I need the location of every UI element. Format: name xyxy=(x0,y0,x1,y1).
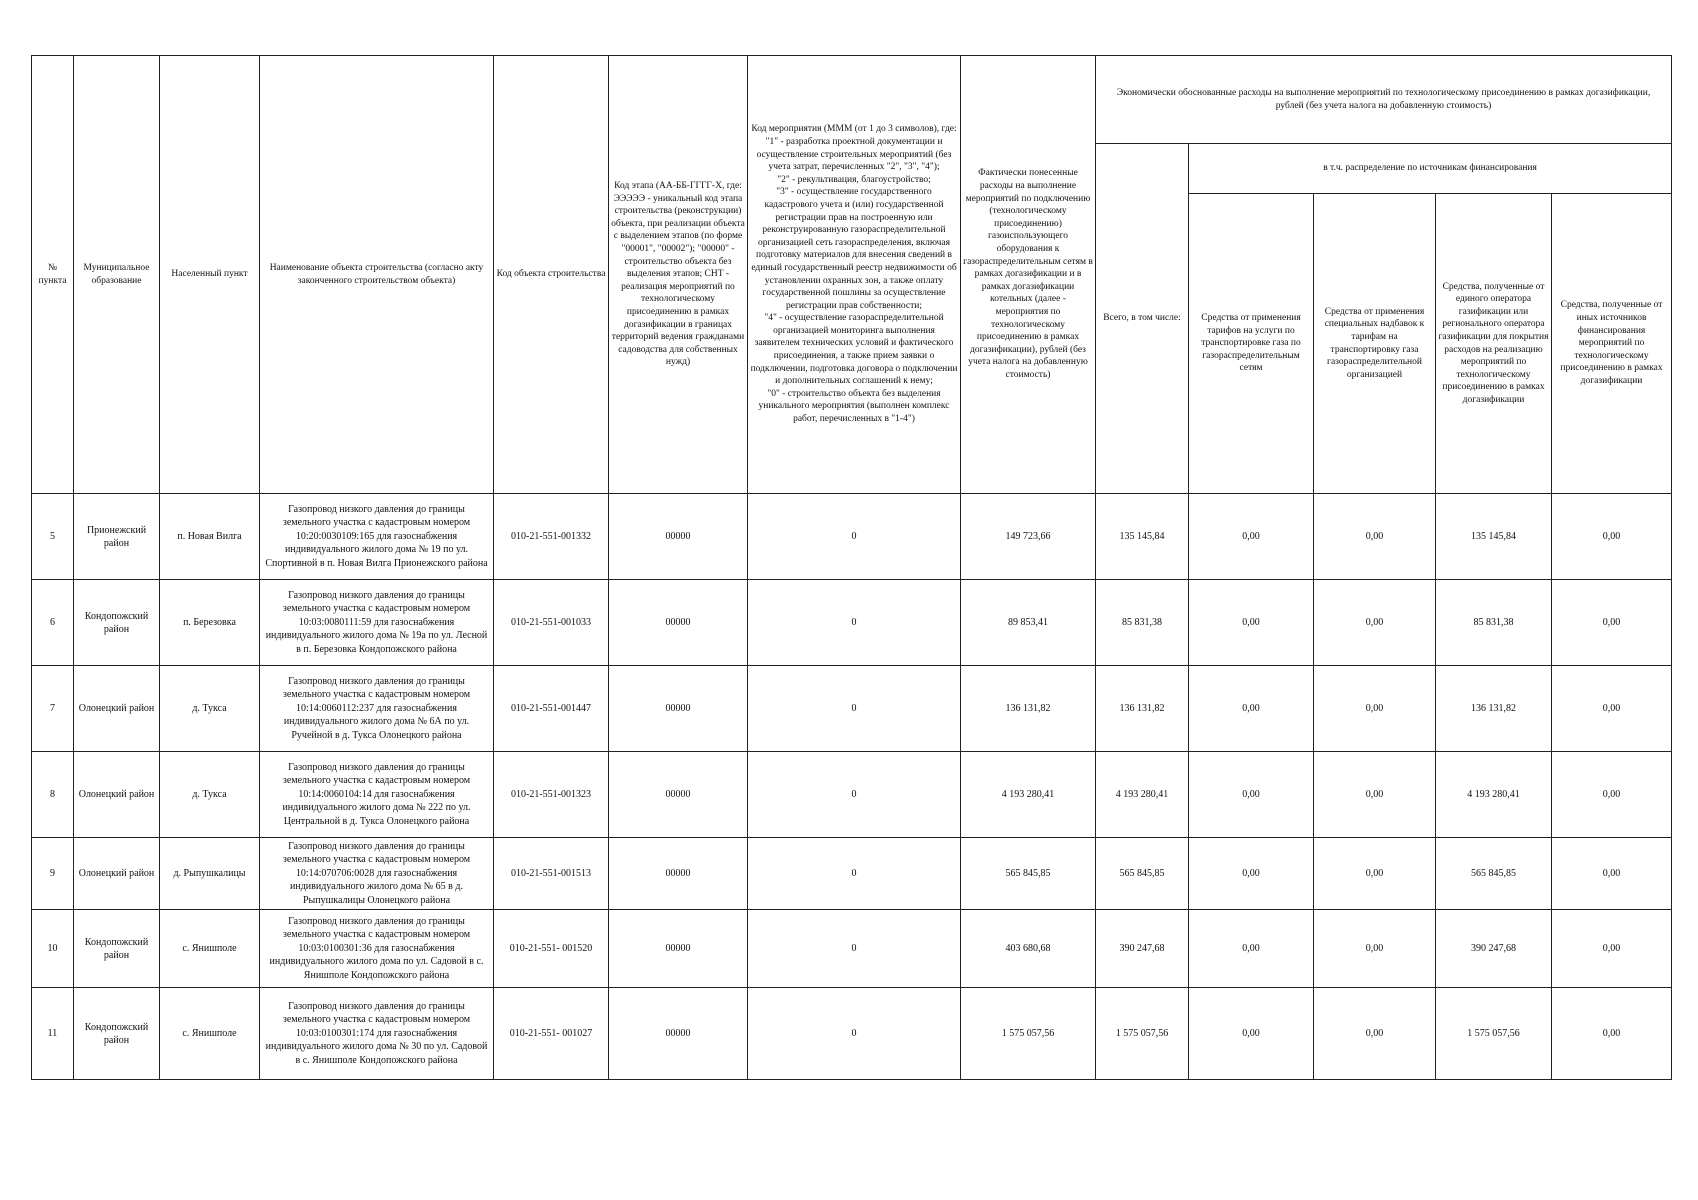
cell-object-code: 010-21-551-001513 xyxy=(494,838,609,910)
cell-num: 9 xyxy=(32,838,74,910)
table-row xyxy=(32,580,1672,666)
header-econ-justified: Экономически обоснованные расходы на выполнение мероприятий по технологическому присоединению в рамках догазификации, рублей (без учета налога на добавленную стоимость) xyxy=(1096,56,1672,144)
cell-object-name: Газопровод низкого давления до границы земельного участка с кадастровым номером 10:14:070706:0028 для газоснабжения индивидуального жилого дома № 65 в д. Рыпушкалицы Олонецкого района xyxy=(260,838,494,910)
cell-num: 11 xyxy=(32,988,74,1080)
cell-src-surcharges: 0,00 xyxy=(1314,580,1436,666)
cell-src-tariffs: 0,00 xyxy=(1189,752,1314,838)
cell-settlement: с. Янишполе xyxy=(160,910,260,988)
cell-municipality: Кондопожский район xyxy=(74,580,160,666)
cell-actual-costs: 149 723,66 xyxy=(961,494,1096,580)
cell-src-other: 0,00 xyxy=(1552,752,1672,838)
cell-src-operator: 4 193 280,41 xyxy=(1436,752,1552,838)
cell-src-other: 0,00 xyxy=(1552,494,1672,580)
cell-municipality: Олонецкий район xyxy=(74,666,160,752)
cell-src-operator: 136 131,82 xyxy=(1436,666,1552,752)
table-row xyxy=(32,838,1672,910)
cell-object-name: Газопровод низкого давления до границы земельного участка с кадастровым номером 10:14:0060104:14 для газоснабжения индивидуального жилого дома № 222 по ул. Центральной в д. Тукса Олонецкого района xyxy=(260,752,494,838)
cell-num: 5 xyxy=(32,494,74,580)
cell-actual-costs: 1 575 057,56 xyxy=(961,988,1096,1080)
table-body xyxy=(32,494,1672,1080)
cell-src-operator: 390 247,68 xyxy=(1436,910,1552,988)
cell-event-code: 0 xyxy=(748,666,961,752)
cell-object-code: 010-21-551-001323 xyxy=(494,752,609,838)
cell-src-tariffs: 0,00 xyxy=(1189,910,1314,988)
cell-total: 4 193 280,41 xyxy=(1096,752,1189,838)
header-src-surcharges: Средства от применения специальных надбавок к тарифам на транспортировку газа газораспределительной организацией xyxy=(1314,194,1436,494)
header-num: № пункта xyxy=(32,56,74,494)
table-row xyxy=(32,752,1672,838)
cell-actual-costs: 136 131,82 xyxy=(961,666,1096,752)
header-total: Всего, в том числе: xyxy=(1096,144,1189,494)
cell-stage-code: 00000 xyxy=(609,580,748,666)
header-settlement: Населенный пункт xyxy=(160,56,260,494)
cell-settlement: п. Новая Вилга xyxy=(160,494,260,580)
cell-num: 10 xyxy=(32,910,74,988)
cell-municipality: Олонецкий район xyxy=(74,838,160,910)
cell-total: 135 145,84 xyxy=(1096,494,1189,580)
table-row xyxy=(32,988,1672,1080)
cell-src-operator: 85 831,38 xyxy=(1436,580,1552,666)
cell-src-tariffs: 0,00 xyxy=(1189,666,1314,752)
cell-src-surcharges: 0,00 xyxy=(1314,910,1436,988)
cell-event-code: 0 xyxy=(748,988,961,1080)
cell-event-code: 0 xyxy=(748,494,961,580)
costs-table xyxy=(31,55,1672,1080)
cell-src-operator: 565 845,85 xyxy=(1436,838,1552,910)
cell-src-other: 0,00 xyxy=(1552,988,1672,1080)
cell-actual-costs: 403 680,68 xyxy=(961,910,1096,988)
cell-src-surcharges: 0,00 xyxy=(1314,752,1436,838)
table-row xyxy=(32,666,1672,752)
header-distribution: в т.ч. распределение по источникам финансирования xyxy=(1189,144,1672,194)
header-src-tariffs: Средства от применения тарифов на услуги по транспортировке газа по газораспределительным сетям xyxy=(1189,194,1314,494)
header-src-other: Средства, полученные от иных источников финансирования мероприятий по технологическому присоединению в рамках догазификации xyxy=(1552,194,1672,494)
header-stage-code: Код этапа (АА-ББ-ГГГГ-Х, где: ЭЭЭЭЭ - уникальный код этапа строительства (реконструкции) объекта, при реализации объекта с выделением этапов (по форме "00001", "00002"); "00000" - строительство объекта без выделения этапов; СНТ - реализация мероприятий по технологическому присоединению в рамках догазификации в границах территорий ведения гражданами садоводства для собственных нужд) xyxy=(609,56,748,494)
cell-total: 85 831,38 xyxy=(1096,580,1189,666)
cell-object-code: 010-21-551- 001520 xyxy=(494,910,609,988)
cell-object-name: Газопровод низкого давления до границы земельного участка с кадастровым номером 10:14:0060112:237 для газоснабжения индивидуального жилого дома № 6А по ул. Ручейной в д. Тукса Олонецкого района xyxy=(260,666,494,752)
cell-total: 1 575 057,56 xyxy=(1096,988,1189,1080)
table-row xyxy=(32,494,1672,580)
cell-stage-code: 00000 xyxy=(609,494,748,580)
cell-actual-costs: 565 845,85 xyxy=(961,838,1096,910)
cell-src-other: 0,00 xyxy=(1552,580,1672,666)
cell-num: 7 xyxy=(32,666,74,752)
cell-object-name: Газопровод низкого давления до границы земельного участка с кадастровым номером 10:03:0100301:36 для газоснабжения индивидуального жилого дома по ул. Садовой в с. Янишполе Кондопожского района xyxy=(260,910,494,988)
cell-actual-costs: 89 853,41 xyxy=(961,580,1096,666)
header-municipality: Муниципальное образование xyxy=(74,56,160,494)
cell-actual-costs: 4 193 280,41 xyxy=(961,752,1096,838)
cell-object-code: 010-21-551-001033 xyxy=(494,580,609,666)
cell-src-other: 0,00 xyxy=(1552,666,1672,752)
cell-src-surcharges: 0,00 xyxy=(1314,494,1436,580)
cell-stage-code: 00000 xyxy=(609,838,748,910)
cell-settlement: п. Березовка xyxy=(160,580,260,666)
cell-total: 390 247,68 xyxy=(1096,910,1189,988)
cell-src-other: 0,00 xyxy=(1552,910,1672,988)
cell-num: 6 xyxy=(32,580,74,666)
cell-settlement: с. Янишполе xyxy=(160,988,260,1080)
cell-settlement: д. Тукса xyxy=(160,752,260,838)
document-sheet xyxy=(31,55,1671,1080)
cell-src-tariffs: 0,00 xyxy=(1189,988,1314,1080)
cell-total: 136 131,82 xyxy=(1096,666,1189,752)
cell-object-code: 010-21-551-001447 xyxy=(494,666,609,752)
header-object-name: Наименование объекта строительства (согласно акту законченного строительством объекта) xyxy=(260,56,494,494)
cell-num: 8 xyxy=(32,752,74,838)
cell-total: 565 845,85 xyxy=(1096,838,1189,910)
cell-object-name: Газопровод низкого давления до границы земельного участка с кадастровым номером 10:03:0080111:59 для газоснабжения индивидуального жилого дома № 19а по ул. Лесной в п. Березовка Кондопожского района xyxy=(260,580,494,666)
cell-src-surcharges: 0,00 xyxy=(1314,838,1436,910)
cell-municipality: Прионежский район xyxy=(74,494,160,580)
cell-event-code: 0 xyxy=(748,580,961,666)
cell-object-name: Газопровод низкого давления до границы земельного участка с кадастровым номером 10:20:0030109:165 для газоснабжения индивидуального жилого дома № 19 по ул. Спортивной в п. Новая Вилга Прионежского района xyxy=(260,494,494,580)
cell-src-surcharges: 0,00 xyxy=(1314,666,1436,752)
cell-municipality: Кондопожский район xyxy=(74,988,160,1080)
cell-src-tariffs: 0,00 xyxy=(1189,580,1314,666)
cell-stage-code: 00000 xyxy=(609,752,748,838)
cell-event-code: 0 xyxy=(748,910,961,988)
cell-stage-code: 00000 xyxy=(609,988,748,1080)
cell-object-name: Газопровод низкого давления до границы земельного участка с кадастровым номером 10:03:0100301:174 для газоснабжения индивидуального жилого дома № 30 по ул. Садовой в с. Янишполе Кондопожского района xyxy=(260,988,494,1080)
cell-src-other: 0,00 xyxy=(1552,838,1672,910)
header-event-code: Код мероприятия (МММ (от 1 до 3 символов), где: "1" - разработка проектной документации и осуществление строительных мероприятий (без учета затрат, перечисленных "2", "3", "4"); "2" - рекультивация, благоустройство; "3" - осуществление государственного кадастрового учета и (или) государственной регистрации прав на построенную или реконструированную газораспределительной организацией сеть газораспределения, включая подготовку материалов для внесения сведений в единый государственный реестр недвижимости об установлении охранных зон, а также оплату государственной пошлины за осуществление регистрации прав собственности; "4" - осуществление газораспределительной организацией мониторинга выполнения заявителем технических условий и фактического присоединения, а также прием заявки о подключении, подготовка договора о подключении и дополнительных соглашений к нему; "0" - строительство объекта без выделения уникального мероприятия (выполнен комплекс работ, перечисленных в "1-4") xyxy=(748,56,961,494)
cell-stage-code: 00000 xyxy=(609,666,748,752)
cell-object-code: 010-21-551-001332 xyxy=(494,494,609,580)
cell-src-tariffs: 0,00 xyxy=(1189,494,1314,580)
cell-src-surcharges: 0,00 xyxy=(1314,988,1436,1080)
cell-src-tariffs: 0,00 xyxy=(1189,838,1314,910)
cell-src-operator: 135 145,84 xyxy=(1436,494,1552,580)
cell-stage-code: 00000 xyxy=(609,910,748,988)
header-actual-costs: Фактически понесенные расходы на выполнение мероприятий по подключению (технологическому присоединению) газоиспользующего оборудования к газораспределительным сетям в рамках догазификации и в рамках догазификации котельных (далее - мероприятия по технологическому присоединению в рамках догазификации), рублей (без учета налога на добавленную стоимость) xyxy=(961,56,1096,494)
cell-municipality: Кондопожский район xyxy=(74,910,160,988)
cell-event-code: 0 xyxy=(748,752,961,838)
cell-municipality: Олонецкий район xyxy=(74,752,160,838)
cell-settlement: д. Рыпушкалицы xyxy=(160,838,260,910)
cell-event-code: 0 xyxy=(748,838,961,910)
table-row xyxy=(32,910,1672,988)
header-src-operator: Средства, полученные от единого оператора газификации или регионального оператора газификации для покрытия расходов на реализацию мероприятий по технологическому присоединению в рамках догазификации xyxy=(1436,194,1552,494)
cell-src-operator: 1 575 057,56 xyxy=(1436,988,1552,1080)
cell-object-code: 010-21-551- 001027 xyxy=(494,988,609,1080)
cell-settlement: д. Тукса xyxy=(160,666,260,752)
header-object-code: Код объекта строительства xyxy=(494,56,609,494)
table-header xyxy=(32,56,1672,494)
